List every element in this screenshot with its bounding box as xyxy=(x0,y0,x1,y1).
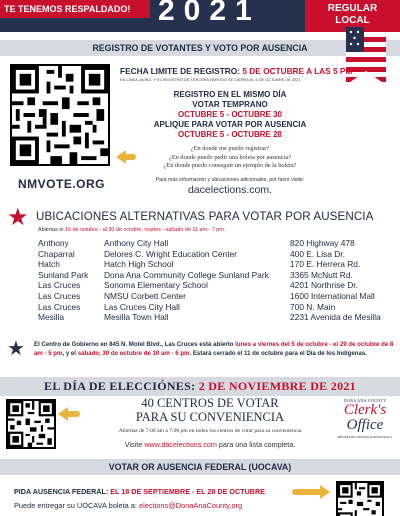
logo-clerks: Clerk's xyxy=(343,402,387,418)
absentee-label: APLIQUE PARA VOTAR POR AUSENCIA xyxy=(153,120,307,129)
early-voting-label: VOTAR TEMPRANO xyxy=(192,100,268,109)
location-site: Las Cruces City Hall xyxy=(104,301,180,312)
election-day-label: EL DÍA DE ELECCIÓNES: xyxy=(44,379,199,393)
location-site: Mesilla Town Hall xyxy=(104,312,169,323)
early-voting-block xyxy=(150,90,310,140)
location-address: 2231 Avenida de Mesilla xyxy=(290,312,381,323)
location-row xyxy=(38,280,388,291)
election-type-line1: REGULAR xyxy=(327,3,378,14)
location-site: Anthony City Hall xyxy=(104,238,169,248)
location-row xyxy=(38,291,388,302)
arrow-icon xyxy=(66,411,80,417)
hours-prefix: Abiertas el xyxy=(38,227,65,233)
star-icon: ★ xyxy=(7,338,25,360)
location-city: Sunland Park xyxy=(38,269,89,280)
location-city: Anthony xyxy=(38,238,69,248)
gov-line3: el 11 de octubre para el Día de los Indígenas. xyxy=(237,349,367,357)
government-center-note xyxy=(34,341,396,358)
qr-code-icon xyxy=(8,401,54,447)
location-city: Chaparral xyxy=(38,248,75,259)
more-info-text: Para más información y ubicaciones adicionales, por favor visite: xyxy=(155,177,305,183)
location-city: Hatch xyxy=(38,259,60,270)
voting-centers-heading xyxy=(90,397,330,424)
location-address: 700 N. Main xyxy=(290,301,336,312)
uocava-band xyxy=(0,459,400,475)
logo-county: DOÑA ANA COUNTY xyxy=(343,398,387,403)
gov-line2-mid: , y el xyxy=(62,349,78,357)
more-info-link[interactable]: dacelections.com. xyxy=(187,184,273,196)
faq-questions xyxy=(140,145,320,171)
visit-prefix: Visite xyxy=(124,440,145,449)
deadline-label: FECHA LIMITE DE REGISTRO: xyxy=(120,66,240,76)
election-day-date: 2 DE NOVIEMBRE DE 2021 xyxy=(198,379,356,393)
uocava-request-dates: EL 18 DE SEPTIEMBRE - EL 28 DE OCTUBRE xyxy=(110,487,265,496)
uocava-request xyxy=(14,487,265,496)
logo-office: Office xyxy=(346,417,384,433)
location-site: Hatch High School xyxy=(104,259,174,270)
location-row xyxy=(38,270,388,281)
registration-deadline xyxy=(120,66,352,76)
election-type-line2: LOCAL xyxy=(335,15,370,26)
absentee-dates: OCTUBRE 5 - OCTUBRE 28 xyxy=(177,130,282,139)
nmvote-qr-code[interactable] xyxy=(10,64,110,166)
location-city: Mesilla xyxy=(38,312,65,323)
location-city: Las Cruces xyxy=(38,301,81,312)
location-address: 820 Highway 478 xyxy=(290,238,355,248)
gov-part1: El Centro de Gobierno en 845 N. Motel Blvd., Las Cruces está abierto xyxy=(34,341,234,348)
location-row xyxy=(38,259,388,270)
qr-code-icon xyxy=(338,483,382,516)
uocava-band-title: VOTAR OR AUSENCIA FEDERAL (UOCAVA) xyxy=(108,462,292,472)
uocava-email[interactable]: elections@DonaAnaCounty.org xyxy=(139,501,243,510)
location-address: 1600 International Mall xyxy=(290,290,375,301)
centers-line1: 40 CENTROS DE VOTAR xyxy=(141,396,279,410)
alt-locations-title: UBICACIONES ALTERNATIVAS PARA VOTAR POR AUSENCIA xyxy=(36,210,374,223)
locations-table xyxy=(38,238,388,323)
location-row xyxy=(38,238,388,249)
gov-line2-red2: sábado, 30 de octubre de 10 am - 6 pm xyxy=(77,349,190,357)
election-day-band xyxy=(0,377,400,396)
sameday-label: REGISTRO EN EL MISMO DÍA xyxy=(173,90,287,99)
location-address: 4201 Northrise Dr. xyxy=(290,280,358,291)
location-address: 3365 McNutt Rd. xyxy=(290,269,353,280)
arrow-icon xyxy=(292,489,322,495)
question-sample: ¿En donde puedo conseguir un ejemplo de la boleta? xyxy=(163,162,297,170)
location-row xyxy=(38,302,388,313)
election-day-visit xyxy=(88,440,332,449)
hours-range: 16 de octubre - al 30 de octubre, martes - sábado de 11 am - 7 pm. xyxy=(64,227,226,233)
centers-line2: PARA SU CONVENIENCIA xyxy=(135,409,285,424)
location-row xyxy=(38,312,388,323)
visit-url[interactable]: www.dacelections.com xyxy=(144,440,217,449)
deadline-note: EN LINEA, AVISO, Y EL REGISTRO DE TERCERA PARTIDO SE CIERRA EL 5 DE OCTUBRE DE 2021 xyxy=(120,77,301,82)
location-site: NMSU Corbett Center xyxy=(104,290,186,301)
location-site: Sonoma Elementary School xyxy=(104,280,208,291)
registration-band xyxy=(0,40,400,56)
star-icon: ★ xyxy=(7,204,29,231)
header-slogan: TE TENEMOS RESPALDADO! xyxy=(0,0,150,18)
location-row xyxy=(38,249,388,260)
uocava-submit-label: Puede entregar su UOCAVA boleta a: xyxy=(14,501,137,510)
qr-code-icon xyxy=(12,66,108,164)
question-register: ¿En donde me puedo registrar? xyxy=(190,145,270,152)
alt-locations-hours xyxy=(38,227,225,233)
uocava-qr-code[interactable] xyxy=(336,481,384,516)
location-city: Las Cruces xyxy=(38,280,81,291)
early-voting-dates: OCTUBRE 5 - OCTUBRE 30 xyxy=(177,110,282,119)
clerks-office-logo xyxy=(334,398,396,450)
location-site: Dona Ana Community College Sunland Park xyxy=(104,269,269,280)
question-absentee: ¿En donde puedo pedir una boleta por ausencia? xyxy=(169,153,291,161)
location-address: 400 E. Lisa Dr. xyxy=(290,248,345,259)
logo-tagline: PRESERVING HISTORY & DEMOCRACY xyxy=(337,435,393,439)
nmvote-caption: NMVOTE.ORG xyxy=(18,177,106,191)
gov-part2: lunes a viernes del 5 de xyxy=(235,341,304,348)
election-day-hours: Abiertas de 7:00 am a 7:00 pm en todos los centros de votar para su conveniencia xyxy=(118,428,302,434)
location-address: 170 E. Herrera Rd. xyxy=(290,259,361,270)
top-banner xyxy=(0,0,400,32)
uocava-request-label: PIDA AUSENCIA FEDERAL: xyxy=(14,487,111,496)
registration-band-title: REGISTRO DE VOTANTES Y VOTO POR AUSENCIA xyxy=(92,43,308,53)
election-day-qr-code[interactable] xyxy=(6,399,56,449)
visit-suffix: para una lista completa. xyxy=(216,440,296,449)
location-city: Las Cruces xyxy=(38,290,81,301)
uocava-submit xyxy=(14,501,242,510)
us-flag-icon xyxy=(346,27,386,85)
location-site: Delores C. Wright Education Center xyxy=(104,248,237,259)
header-year: 2021 xyxy=(158,0,261,27)
arrow-icon xyxy=(124,154,136,160)
gov-line2-end: . Estará cerrado xyxy=(189,349,236,357)
deadline-value: 5 DE OCTUBRE A LAS 5 PM xyxy=(242,66,353,76)
gov-line2-red: octubre - el 29 de octubre de 8 am - 5 pm xyxy=(34,341,394,357)
